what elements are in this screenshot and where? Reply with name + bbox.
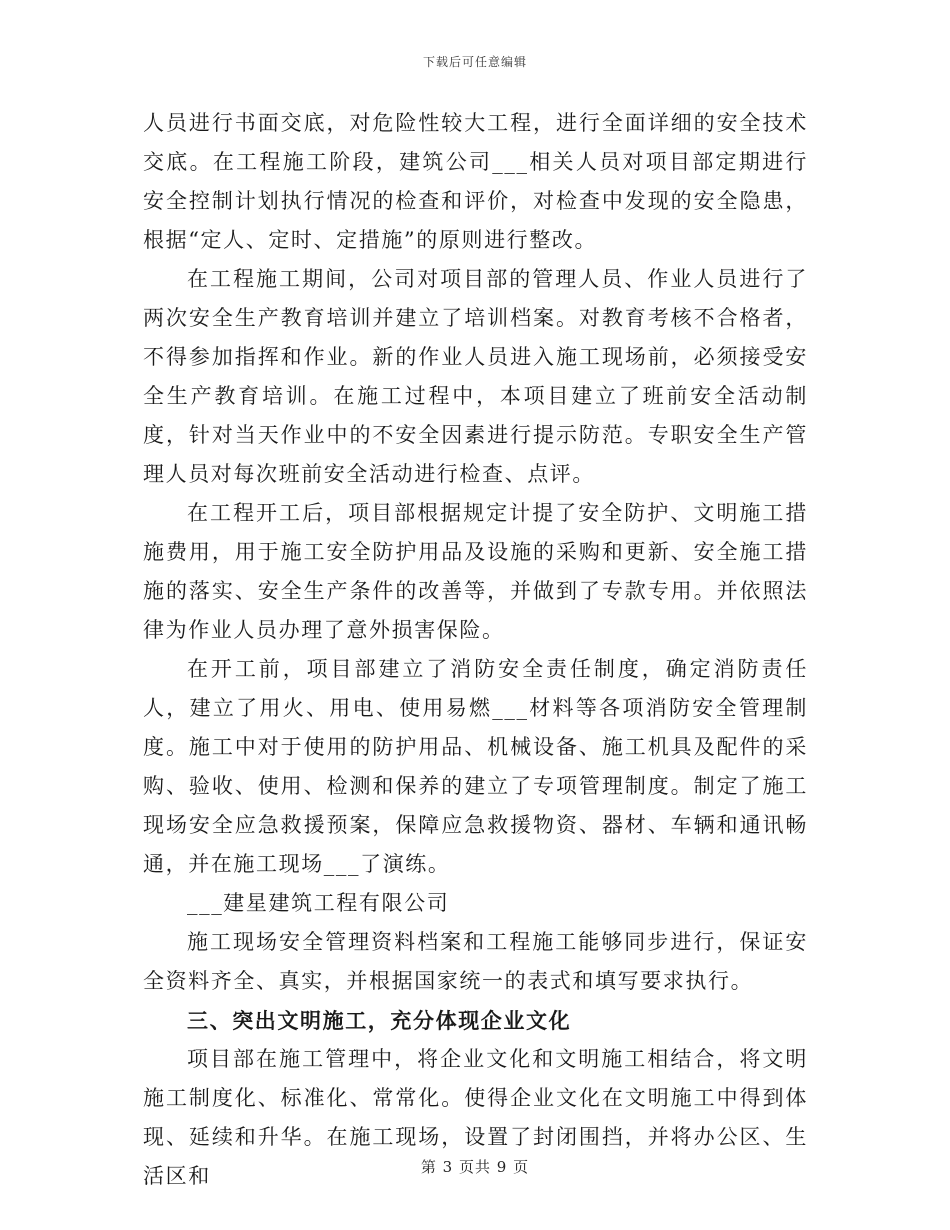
page-footer: 第 3 页共 9 页 bbox=[420, 1158, 530, 1176]
paragraph-1: 人员进行书面交底，对危险性较大工程，进行全面详细的安全技术交底。在工程施工阶段，建筑公司___相关人员对项目部定期进行安全控制计划执行情况的检查和评价，对检查中发现的安全隐患，根据“定人、定时、定措施”的原则进行整改。 bbox=[143, 111, 808, 252]
paragraph-6: 项目部在施工管理中，将企业文化和文明施工相结合，将文明施工制度化、标准化、常常化。使得企业文化在文明施工中得到体现、延续和升华。在施工现场，设置了封闭围挡，并将办公区、生活区和 bbox=[143, 1047, 808, 1188]
page-header: 下载后可任意编辑 bbox=[422, 55, 527, 69]
paragraph-4: 在开工前，项目部建立了消防安全责任制度，确定消防责任人，建立了用火、用电、使用易燃___材料等各项消防安全管理制度。施工中对于使用的防护用品、机械设备、施工机具及配件的采购、验收、使用、检测和保养的建立了专项管理制度。制定了施工现场安全应急救援预案，保障应急救援物资、器材、车辆和通讯畅通，并在施工现场___了演练。 bbox=[143, 657, 808, 876]
section-heading: 三、突出文明施工，充分体现企业文化 bbox=[187, 1008, 572, 1033]
document-body bbox=[143, 104, 808, 1196]
paragraph-2: 在工程施工期间，公司对项目部的管理人员、作业人员进行了两次安全生产教育培训并建立了培训档案。对教育考核不合格者，不得参加指挥和作业。新的作业人员进入施工现场前，必须接受安全生产教育培训。在施工过程中，本项目建立了班前安全活动制度，针对当天作业中的不安全因素进行提示防范。专职安全生产管理人员对每次班前安全活动进行检查、点评。 bbox=[143, 267, 808, 486]
paragraph-5: 施工现场安全管理资料档案和工程施工能够同步进行，保证安全资料齐全、真实，并根据国家统一的表式和填写要求执行。 bbox=[143, 930, 808, 993]
paragraph-3: 在工程开工后，项目部根据规定计提了安全防护、文明施工措施费用，用于施工安全防护用品及设施的采购和更新、安全施工措施的落实、安全生产条件的改善等，并做到了专款专用。并依照法律为作业人员办理了意外损害保险。 bbox=[143, 501, 808, 642]
company-name-line: ___建星建筑工程有限公司 bbox=[187, 891, 450, 915]
